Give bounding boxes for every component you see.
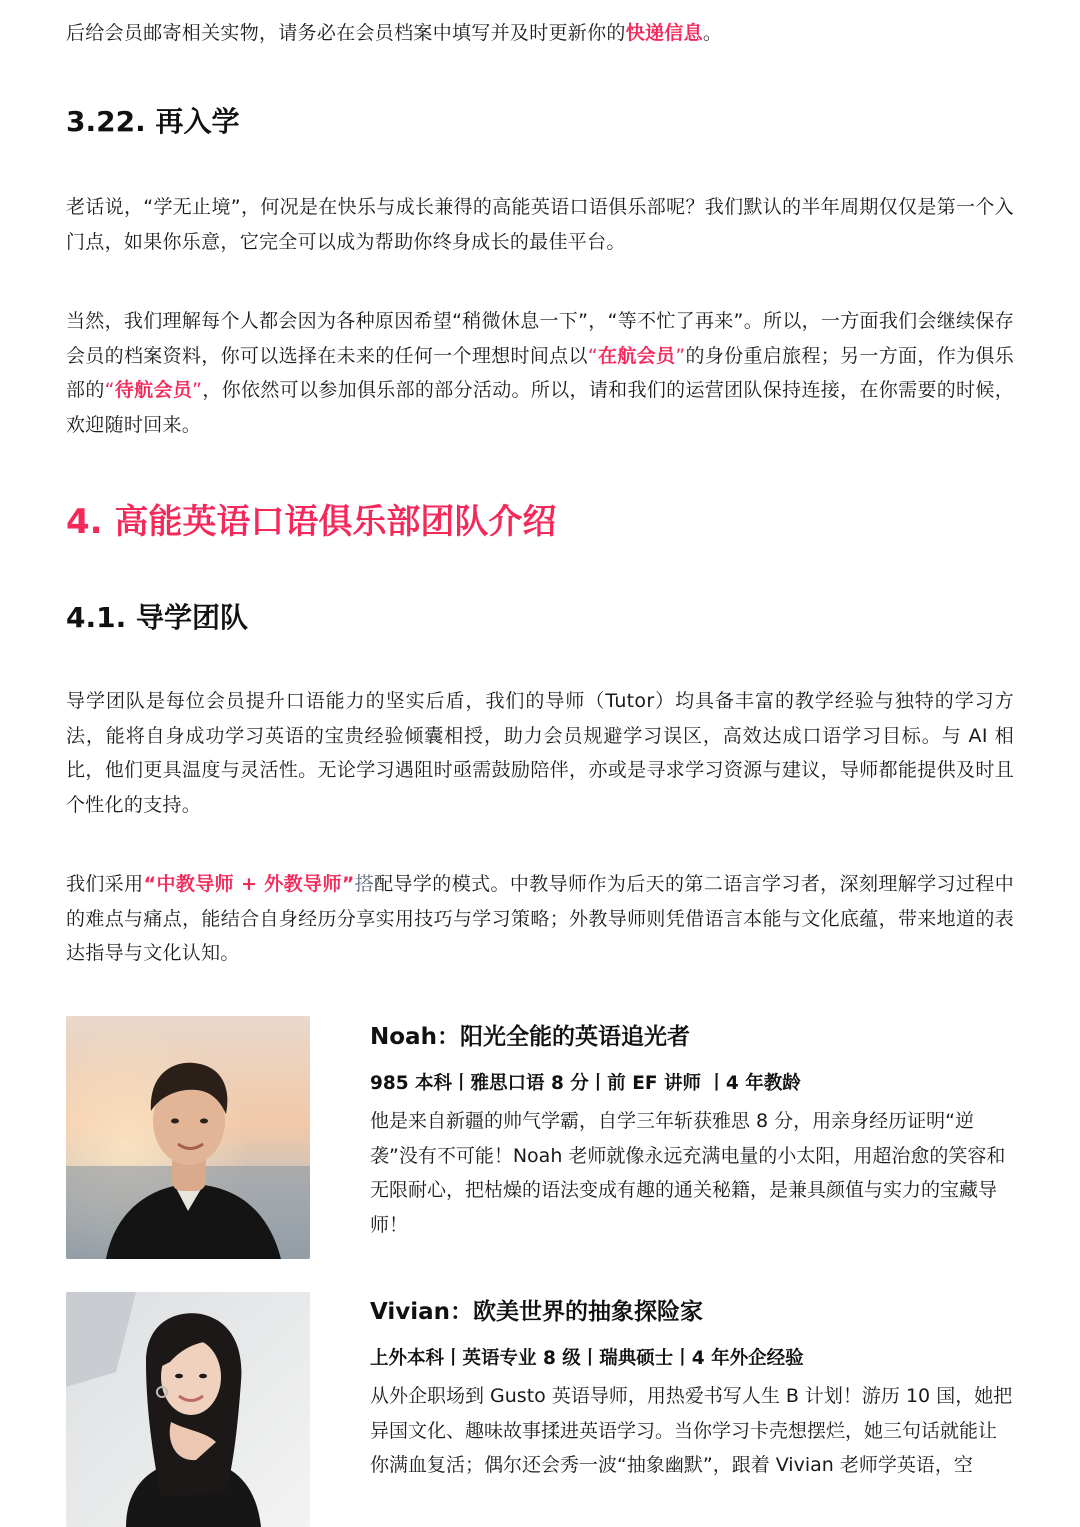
highlight-tutor-model: “中教导师 + 外教导师”: [143, 873, 355, 895]
section-4-1-heading: 4.1. 导学团队: [66, 601, 248, 634]
continuation-end: 。: [702, 22, 723, 44]
para2-text-a: 当然，我们理解每个人都会因为各种原因希望“稍微休息一下”，“等不忙了再来”。所以，一方面我们会继续保存会员的档案资料，你可以选择在未来的任何一个理想时间点以: [66, 310, 1014, 367]
re-enroll-paragraph-2: [66, 304, 1014, 442]
tutor-credentials: 上外本科丨英语专业 8 级丨瑞典硕士丨4 年外企经验: [370, 1348, 804, 1369]
section-3-22-heading: 3.22. 再入学: [66, 105, 240, 138]
para2-text-b: 的身份重启旅程；另一方面，作为俱乐部的: [66, 344, 1015, 401]
para-text: 我们采用: [66, 873, 144, 895]
section-4-heading: 4. 高能英语口语俱乐部团队介绍: [66, 502, 557, 542]
tutor-team-paragraph-1: 导学团队是每位会员提升口语能力的坚实后盾，我们的导师（Tutor）均具备丰富的教学经验与独特的学习方法，能将自身成功学习英语的宝贵经验倾囊相授，助力会员规避学习误区，高效达成口语学习目标。与 AI 相比，他们更具温度与灵活性。无论学习遇阻时亟需鼓励陪伴，亦或是寻求学习资源与建议，导师都能提供及时且个性化的支持。: [66, 690, 1014, 816]
para-text: 配导学的模式。中教导师作为后天的第二语言学习者，深刻理解学习过程中的难点与痛点，能结合自身经历分享实用技巧与学习策略；外教导师则凭借语言本能与文化底蕴，带来地道的表达指导与文化认知。: [66, 873, 1014, 964]
re-enroll-paragraph-1: 老话说，“学无止境”，何况是在快乐与成长兼得的高能英语口语俱乐部呢？我们默认的半年周期仅仅是第一个入门点，如果你乐意，它完全可以成为帮助你终身成长的最佳平台。: [66, 196, 1014, 253]
tutor-bio: 从外企职场到 Gusto 英语导师，用热爱书写人生 B 计划！游历 10 国，她把异国文化、趣味故事揉进英语学习。当你学习卡壳想摆烂，她三句话就能让你满血复活；偶尔还会秀一波“抽象幽默”，跟着 Vivian 老师学英语，空: [370, 1385, 1013, 1476]
tutor-team-paragraph-2: [66, 867, 1014, 971]
continuation-text: 后给会员邮寄相关实物，请务必在会员档案中填写并及时更新你的: [66, 22, 626, 44]
tutor-card-noah: [370, 1021, 1014, 1242]
quote-close: ”: [675, 344, 686, 367]
para2-text-c: ，你依然可以参加俱乐部的部分活动。所以，请和我们的运营团队保持连接，在你需要的时候，欢迎随时回来。: [66, 379, 1014, 436]
quote-open: “: [104, 379, 115, 401]
tutor-card-vivian: [370, 1296, 1014, 1483]
tutor-bio: 他是来自新疆的帅气学霸，自学三年斩获雅思 8 分，用亲身经历证明“逆袭”没有不可能！Noah 老师就像永远充满电量的小太阳，用超治愈的笑容和无限耐心，把枯燥的语法变成有趣的通关秘籍，是兼具颜值与实力的宝藏导师！: [370, 1110, 1006, 1236]
quote-open: “: [587, 344, 598, 367]
tutor-credentials: 985 本科丨雅思口语 8 分丨前 EF 讲师 丨4 年教龄: [370, 1073, 801, 1094]
vivian-photo: [66, 1292, 310, 1527]
highlight-active-member: 在航会员: [597, 344, 676, 367]
highlight-express-info: 快递信息: [625, 22, 703, 44]
tutor-name: Noah：阳光全能的英语追光者: [370, 1024, 690, 1050]
highlight-waiting-member: 待航会员: [114, 379, 193, 401]
noah-photo: [66, 1016, 310, 1259]
quote-close: ”: [192, 379, 203, 401]
continuation-paragraph: [66, 16, 1014, 51]
tutor-name: Vivian：欧美世界的抽象探险家: [370, 1299, 704, 1325]
para-text: 搭: [354, 873, 375, 895]
